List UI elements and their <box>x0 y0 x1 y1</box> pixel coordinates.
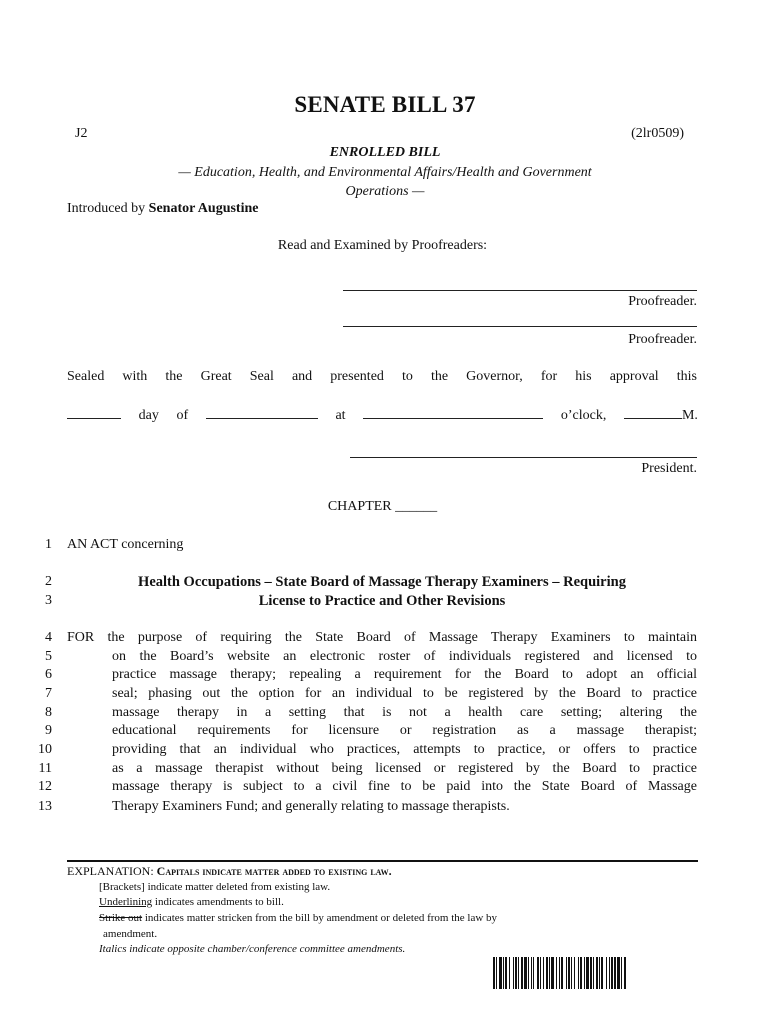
meridiem-field <box>624 406 698 424</box>
explanation-rule <box>67 860 698 862</box>
purpose-line: FOR the purpose of requiring the State Board of Massage Therapy Examiners to maintain <box>67 630 697 645</box>
strike-out-rest: indicates matter stricken from the bill by amendment or deleted from the law by <box>142 912 498 924</box>
strike-out-word: Strike out <box>99 912 143 924</box>
strike-out-continued: amendment. <box>103 928 158 940</box>
committee-line-2: Operations — <box>345 184 425 199</box>
line-number: 12 <box>38 779 52 794</box>
purpose-line: practice massage therapy; repealing a requirement for the Board to adopt an official <box>112 667 697 682</box>
purpose-line: massage therapy in a setting that is not a health care setting; altering the <box>112 705 697 720</box>
explanation-capitals: Capitals indicate matter added to existing law. <box>156 864 392 878</box>
strike-out-note <box>99 911 497 926</box>
proofreader-label-2: Proofreader. <box>628 332 697 347</box>
introduced-by <box>67 201 258 217</box>
committee-line <box>100 163 670 201</box>
read-examined-label: Read and Examined by Proofreaders: <box>277 238 488 253</box>
line-number: 7 <box>45 686 52 701</box>
day-blank <box>67 406 121 419</box>
president-label: President. <box>641 461 697 476</box>
line-number: 2 <box>45 574 52 589</box>
president-signature-line <box>350 457 697 458</box>
explanation-label: EXPLANATION: <box>67 864 154 878</box>
underlining-word: Underlining <box>99 896 153 908</box>
oclock-word: o’clock, <box>560 408 607 423</box>
introduced-prefix: Introduced by <box>67 201 146 216</box>
bill-code-left: J2 <box>75 126 88 141</box>
meridiem-label: M. <box>681 408 698 423</box>
line-number: 5 <box>45 649 52 664</box>
line-number: 11 <box>38 761 52 776</box>
sponsor-name: Senator Augustine <box>148 201 259 216</box>
brackets-rest: indicate matter deleted from existing law. <box>144 881 331 893</box>
bill-heading-line: License to Practice and Other Revisions <box>258 593 506 609</box>
at-word: at <box>335 408 346 423</box>
underlining-rest: indicates amendments to bill. <box>152 896 284 908</box>
brackets-word: [Brackets] <box>99 881 145 893</box>
date-time-row <box>67 406 698 424</box>
meridiem-blank <box>624 406 682 419</box>
chapter-label: CHAPTER ______ <box>327 499 438 514</box>
purpose-line: Therapy Examiners Fund; and generally relating to massage therapists. <box>112 799 510 814</box>
explanation-line <box>67 864 392 879</box>
line-number: 6 <box>45 667 52 682</box>
proofreader-signature-line-2 <box>343 326 697 327</box>
italics-note: Italics indicate opposite chamber/conference committee amendments. <box>99 943 406 955</box>
line-number: 9 <box>45 723 52 738</box>
purpose-line: massage therapy is subject to a civil fine to be paid into the State Board of Massage <box>112 779 697 794</box>
proofreader-label-1: Proofreader. <box>628 294 697 309</box>
bill-code-right: (2lr0509) <box>631 126 684 141</box>
proofreader-signature-line-1 <box>343 290 697 291</box>
time-blank <box>363 406 543 419</box>
month-blank <box>206 406 318 419</box>
purpose-line: as a massage therapist without being licensed or registered by the Board to practice <box>112 761 697 776</box>
line-number: 3 <box>45 593 52 608</box>
purpose-line: educational requirements for licensure or registration as a massage therapist; <box>112 723 697 738</box>
line-number: 1 <box>45 537 52 552</box>
line-number: 8 <box>45 705 52 720</box>
day-word: day <box>138 408 159 423</box>
sealed-statement: Sealed with the Great Seal and presented to the Governor, for his approval this <box>67 369 697 384</box>
purpose-line: seal; phasing out the option for an individual to be registered by the Board to practice <box>112 686 697 701</box>
of-word: of <box>176 408 189 423</box>
line-number: 4 <box>45 630 52 645</box>
line-number: 10 <box>38 742 52 757</box>
brackets-note <box>99 880 330 895</box>
underlining-note <box>99 895 284 910</box>
purpose-line: providing that an individual who practices, attempts to practice, or offers to practice <box>112 742 697 757</box>
act-line: AN ACT concerning <box>67 537 184 552</box>
line-number: 13 <box>38 799 52 814</box>
purpose-line: on the Board’s website an electronic roster of individuals registered and licensed to <box>112 649 697 664</box>
bill-heading-line: Health Occupations – State Board of Massage Therapy Examiners – Requiring <box>138 574 626 590</box>
committee-line-1: — Education, Health, and Environmental Affairs/Health and Government <box>178 165 592 180</box>
enrolled-bill-label: ENROLLED BILL <box>329 145 441 160</box>
barcode-image <box>493 957 680 989</box>
bill-title: SENATE BILL 37 <box>294 92 476 117</box>
